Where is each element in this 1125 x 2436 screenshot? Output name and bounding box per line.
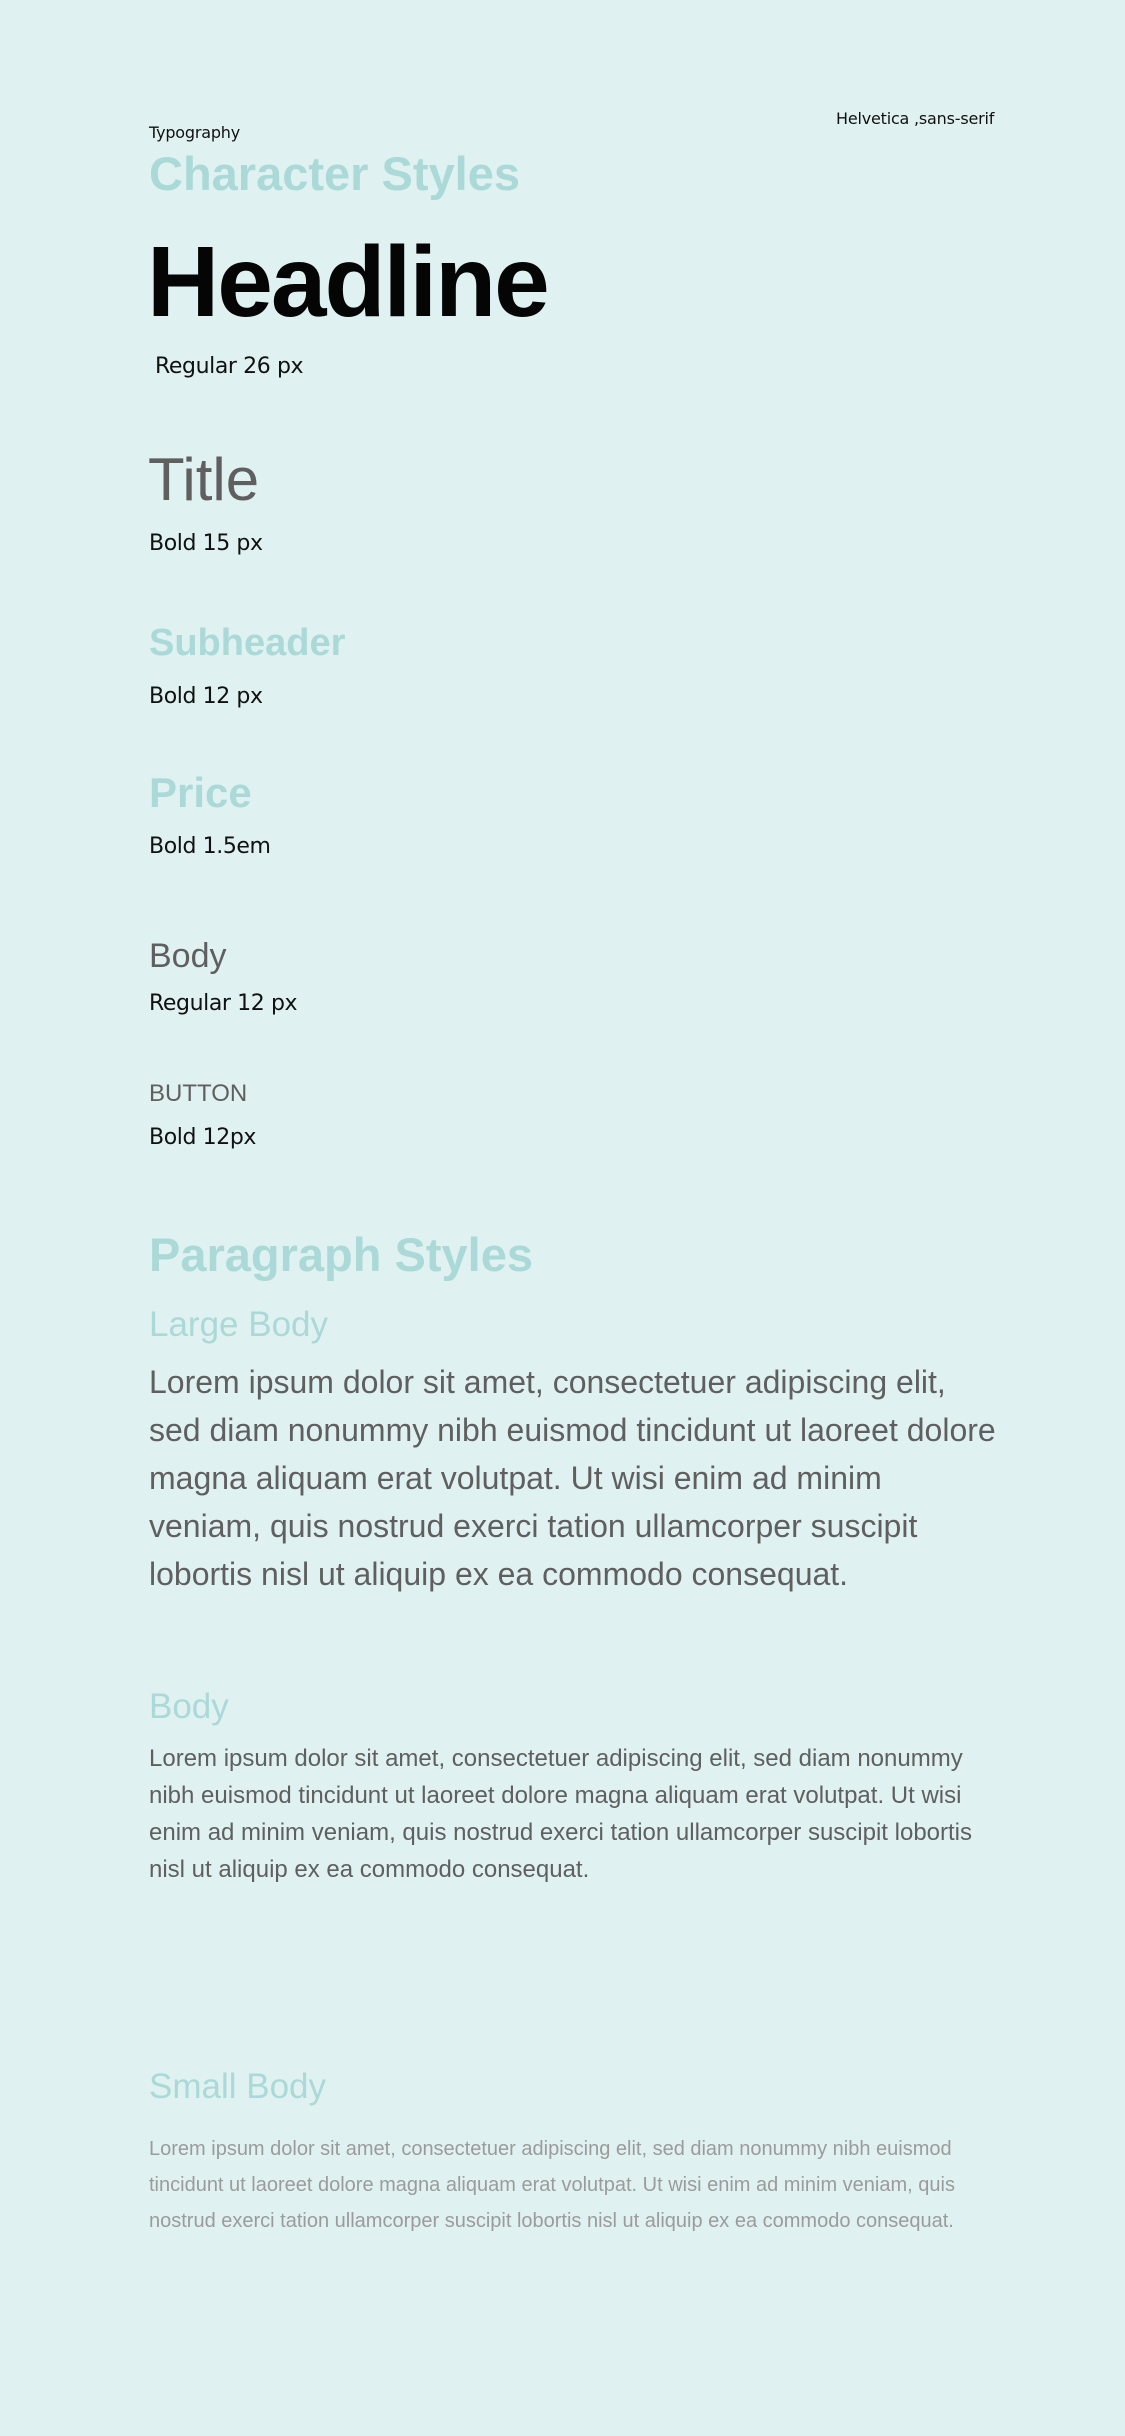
paragraph-styles-heading: Paragraph Styles [149, 1228, 534, 1281]
character-styles-heading: Character Styles [149, 147, 520, 200]
small-body-text: Lorem ipsum dolor sit amet, consectetuer adipiscing elit, sed diam nonummy nibh euismod tincidunt ut laoreet dolore magna aliquam erat volutpat. Ut wisi enim ad minim veniam, quis nostrud exerci tation ullamcorper suscipit lobortis nisl ut aliquip ex ea commodo consequat. [149, 2138, 955, 2232]
title-spec: Bold 15 px [149, 531, 263, 556]
button-spec: Bold 12px [149, 1125, 257, 1150]
headline-sample: Headline [147, 226, 548, 338]
body-text: Lorem ipsum dolor sit amet, consectetuer adipiscing elit, sed diam nonummy nibh euismod tincidunt ut laoreet dolore magna aliquam erat volutpat. Ut wisi enim ad minim veniam, quis nostrud exerci tation ullamcorper suscipit lobortis nisl ut aliquip ex ea commodo consequat. [149, 1745, 973, 1883]
price-spec: Bold 1.5em [149, 834, 271, 859]
large-body-text: Lorem ipsum dolor sit amet, consectetuer adipiscing elit, sed diam nonummy nibh euismod tincidunt ut laoreet dolore magna aliquam erat volutpat. Ut wisi enim ad minim veniam, quis nostrud exerci tation ullamcorper suscipit lobortis nisl ut aliquip ex ea commodo consequat. [149, 1364, 996, 1592]
small-body-label: Small Body [149, 2067, 327, 2106]
font-family-note: Helvetica ,sans-serif [836, 109, 995, 128]
subheader-sample: Subheader [149, 622, 346, 664]
button-sample: BUTTON [149, 1080, 248, 1107]
large-body-label: Large Body [149, 1305, 329, 1344]
typography-eyebrow: Typography [149, 123, 241, 142]
body-label: Body [149, 1687, 229, 1726]
price-sample: Price [149, 769, 252, 816]
headline-spec: Regular 26 px [155, 354, 304, 379]
body-spec: Regular 12 px [149, 991, 298, 1016]
body-sample: Body [149, 937, 227, 975]
title-sample: Title [148, 446, 260, 513]
subheader-spec: Bold 12 px [149, 684, 263, 709]
